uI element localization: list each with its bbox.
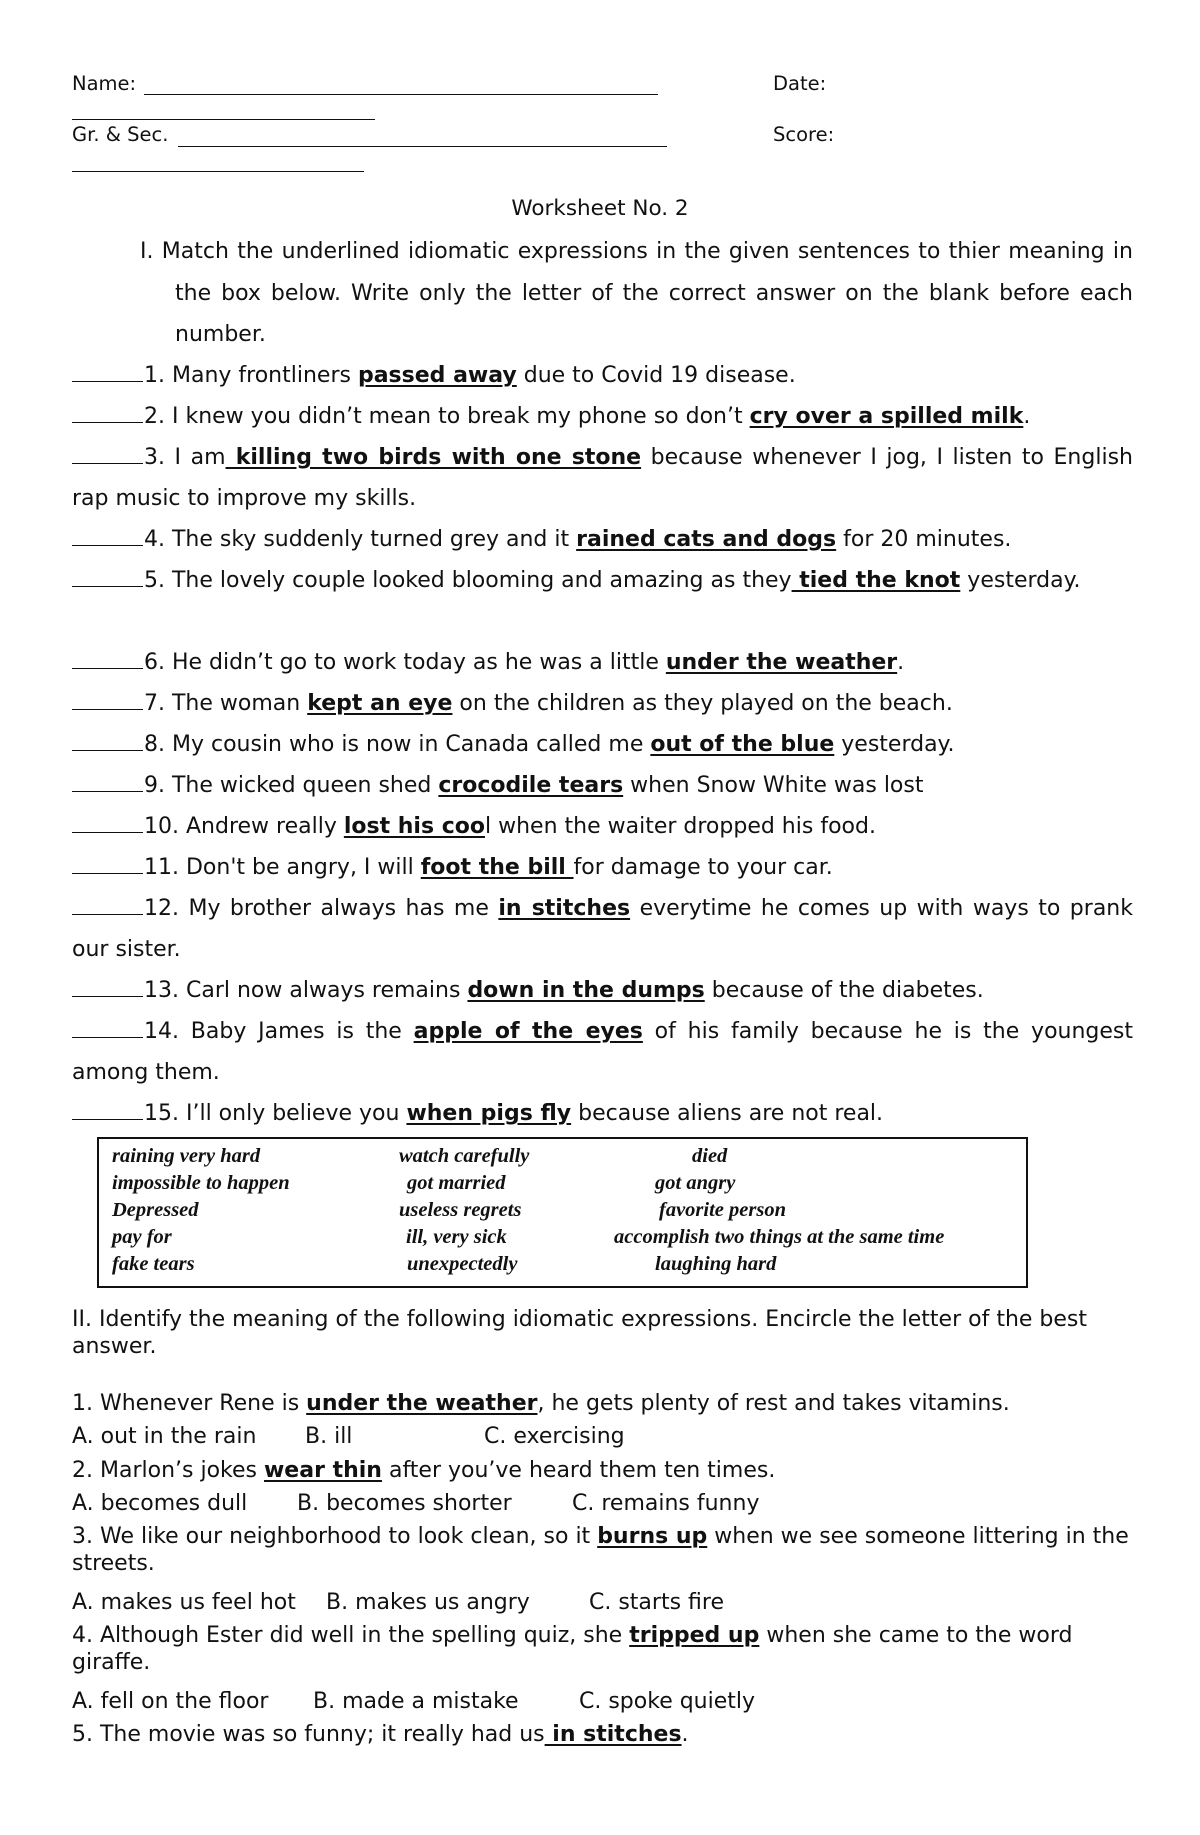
match-item: 7. The woman kept an eye on the children as they played on the beach.: [72, 683, 1133, 724]
choice: watch carefully: [399, 1145, 530, 1167]
idiom: in stitches: [544, 1722, 682, 1747]
idiom: under the weather: [306, 1391, 538, 1416]
option-c[interactable]: C. remains funny: [572, 1491, 760, 1516]
choices-box: [97, 1137, 1028, 1288]
option-b[interactable]: B. becomes shorter: [297, 1491, 512, 1516]
answer-blank[interactable]: [72, 545, 143, 546]
answer-blank[interactable]: [72, 1037, 143, 1038]
answer-blank[interactable]: [72, 422, 143, 423]
question: 5. The movie was so funny; it really had us in stitches.: [72, 1722, 689, 1747]
idiom: out of the blue: [650, 732, 835, 757]
match-item: 15. I’ll only believe you when pigs fly because aliens are not real.: [72, 1093, 1133, 1134]
choice: favorite person: [659, 1199, 786, 1221]
choice: ill, very sick: [406, 1226, 507, 1248]
answer-blank[interactable]: [72, 750, 143, 751]
choice: impossible to happen: [112, 1172, 290, 1194]
score-field[interactable]: [72, 171, 364, 172]
question: 1. Whenever Rene is under the weather, he gets plenty of rest and takes vitamins.: [72, 1391, 1010, 1416]
question: 4. Although Ester did well in the spelling quiz, she tripped up when she came to the word giraffe.: [72, 1623, 1073, 1675]
question: 3. We like our neighborhood to look clean, so it burns up when we see someone littering in the streets.: [72, 1524, 1129, 1576]
name-label: Name:: [72, 72, 137, 95]
option-c[interactable]: C. starts fire: [589, 1590, 724, 1615]
match-item: 9. The wicked queen shed crocodile tears when Snow White was lost: [72, 765, 1133, 806]
answer-blank[interactable]: [72, 996, 143, 997]
answer-blank[interactable]: [72, 791, 143, 792]
grade-section-field[interactable]: [178, 146, 667, 147]
match-item: 6. He didn’t go to work today as he was a little under the weather.: [72, 642, 1133, 683]
option-a[interactable]: A. becomes dull: [72, 1491, 248, 1516]
match-item: 12. My brother always has me in stitches everytime he comes up with ways to prank our sister.: [72, 896, 1133, 962]
idiom: down in the dumps: [467, 978, 705, 1003]
match-item: 13. Carl now always remains down in the dumps because of the diabetes.: [72, 970, 1133, 1011]
match-item: 10. Andrew really lost his cool when the waiter dropped his food.: [72, 806, 1133, 847]
answer-blank[interactable]: [72, 832, 143, 833]
idiom: lost his coo: [343, 814, 485, 839]
choice: laughing hard: [655, 1253, 777, 1275]
choice: fake tears: [112, 1253, 195, 1275]
idiom: kept an eye: [307, 691, 453, 716]
idiom: tied the knot: [791, 568, 961, 593]
match-item: 3. I am killing two birds with one stone because whenever I jog, I listen to English rap music to improve my skills.: [72, 445, 1133, 511]
answer-blank[interactable]: [72, 463, 143, 464]
choice: raining very hard: [112, 1145, 261, 1167]
score-label: Score:: [773, 123, 835, 146]
answer-blank[interactable]: [72, 381, 143, 382]
idiom: cry over a spilled milk: [749, 404, 1024, 429]
question: 2. Marlon’s jokes wear thin after you’ve heard them ten times.: [72, 1458, 776, 1483]
idiom: wear thin: [263, 1458, 382, 1483]
option-b[interactable]: B. makes us angry: [326, 1590, 530, 1615]
match-item: 2. I knew you didn’t mean to break my phone so don’t cry over a spilled milk.: [72, 396, 1133, 437]
idiom: passed away: [357, 363, 517, 388]
grade-section-label: Gr. & Sec.: [72, 123, 169, 146]
option-a[interactable]: A. out in the rain: [72, 1424, 257, 1449]
idiom: tripped up: [629, 1623, 760, 1648]
idiom: when pigs fly: [406, 1101, 572, 1126]
choice: Depressed: [112, 1199, 199, 1221]
answer-blank[interactable]: [72, 1119, 143, 1120]
answer-blank[interactable]: [72, 709, 143, 710]
idiom: rained cats and dogs: [576, 527, 837, 552]
option-a[interactable]: A. makes us feel hot: [72, 1590, 296, 1615]
idiom: foot the bill: [420, 855, 574, 880]
option-c[interactable]: C. exercising: [484, 1424, 625, 1449]
option-b[interactable]: B. made a mistake: [313, 1689, 519, 1714]
date-label: Date:: [773, 72, 827, 95]
answer-blank[interactable]: [72, 668, 143, 669]
idiom: under the weather: [665, 650, 898, 675]
match-item: 8. My cousin who is now in Canada called me out of the blue yesterday.: [72, 724, 1133, 765]
option-b[interactable]: B. ill: [305, 1424, 353, 1449]
match-item: 11. Don't be angry, I will foot the bill for damage to your car.: [72, 847, 1133, 888]
answer-blank[interactable]: [72, 586, 143, 587]
choice: unexpectedly: [407, 1253, 518, 1275]
choice: got angry: [655, 1172, 736, 1194]
option-a[interactable]: A. fell on the floor: [72, 1689, 269, 1714]
match-item: 14. Baby James is the apple of the eyes of his family because he is the youngest among them.: [72, 1019, 1134, 1085]
match-item: 4. The sky suddenly turned grey and it rained cats and dogs for 20 minutes.: [72, 519, 1133, 560]
choice: accomplish two things at the same time: [614, 1226, 945, 1248]
choice: useless regrets: [399, 1199, 522, 1221]
name-field[interactable]: [144, 94, 658, 95]
date-field[interactable]: [72, 119, 375, 120]
choice: died: [692, 1145, 728, 1167]
match-item: 1. Many frontliners passed away due to Covid 19 disease.: [72, 355, 1133, 396]
idiom: in stitches: [498, 896, 631, 921]
worksheet-title: Worksheet No. 2: [511, 196, 689, 221]
choice: pay for: [112, 1226, 172, 1248]
idiom: burns up: [597, 1524, 708, 1549]
part1-instruction: I. Match the underlined idiomatic expressions in the given sentences to thier meaning in the box below. Write only the letter of the correct answer on the blank before each number.: [140, 239, 1133, 347]
idiom: apple of the eyes: [413, 1019, 643, 1044]
answer-blank[interactable]: [72, 914, 143, 915]
option-c[interactable]: C. spoke quietly: [579, 1689, 756, 1714]
idiom: crocodile tears: [438, 773, 624, 798]
answer-blank[interactable]: [72, 873, 143, 874]
choice: got married: [407, 1172, 506, 1194]
match-item: 5. The lovely couple looked blooming and amazing as they tied the knot yesterday.: [72, 560, 1133, 601]
part2-instruction: II. Identify the meaning of the following idiomatic expressions. Encircle the letter of the best answer.: [72, 1307, 1088, 1359]
idiom: killing two birds with one stone: [225, 445, 642, 470]
